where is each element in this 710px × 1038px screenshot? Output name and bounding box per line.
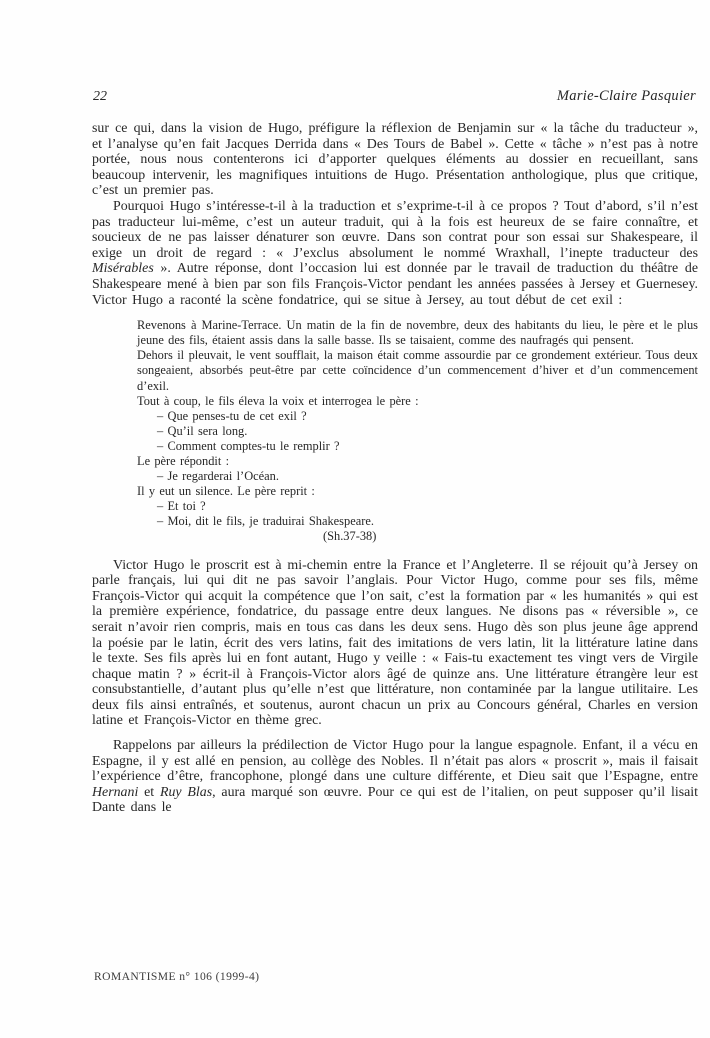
- italic-work-title: Hernani: [92, 784, 139, 800]
- body-paragraph: [92, 738, 698, 816]
- quote-para-line: Revenons à Marine-Terrace. Un matin de la fin de novembre, deux des habitants du lieu, le père et le plus jeune des fils, étaient assis dans la salle basse. Ils se taisaient, comme des naufragés qui pensent.: [137, 318, 698, 348]
- quote-dialogue-line: – Que penses-tu de cet exil ?: [157, 408, 307, 423]
- text-run: Rappelons par ailleurs la prédilection de Victor Hugo pour la langue espagnole. Enfant, il a vécu en Espagne, il y est allé en pension, au collège des Nobles. Il n’était pas alors « proscrit », mais il faisait l’expérience d’être, francophone, plongé dans une culture différente, et Dieu sait que l’Espagne, entre: [92, 738, 698, 785]
- body-paragraph: [92, 199, 698, 308]
- text-run: , aura marqué son œuvre. Pour ce qui est de l’italien, on peut supposer qu’il lisait Dante dans le: [92, 784, 698, 816]
- quote-dialogue-line: – Comment comptes-tu le remplir ?: [157, 438, 340, 453]
- page-footer: [94, 970, 259, 983]
- text-run: et: [138, 784, 160, 800]
- quote-para-line: Dehors il pleuvait, le vent soufflait, la maison était comme assourdie par ce grondement extérieur. Tous deux songeaient, absorbés peut-être par cette coïncidence d’un commencement d’hiver et d’un commencement d’exil.: [137, 348, 698, 393]
- article-body: [92, 121, 698, 816]
- quote-para-line: Tout à coup, le fils éleva la voix et interrogea le père :: [137, 393, 419, 408]
- quote-para-line: Le père répondit :: [137, 453, 230, 468]
- italic-work-title: Ruy Blas: [160, 784, 213, 800]
- text-run: Victor Hugo le proscrit est à mi-chemin entre la France et l’Angleterre. Il se réjouit qu’à Jersey on parle français, lui qui dit ne pas savoir l’anglais. Pour Victor Hugo, comme pour ses fils, même François-Victor qui acquit la compétence que l’on sait, c’est la formation par « les humanités » qui est la première expérience, fondatrice, du passage entre deux langues. Ne disons pas « réversible », ce serait n’avoir rien compris, mais en tous cas dans les deux sens. Hugo dès son plus jeune âge apprend la poésie par le latin, écrit des vers latins, fait des imitations de vers latin, lit la littérature latine dans le texte. Ses fils après lui en font autant, Hugo y veille : « Fais-tu exactement tes vingt vers de Virgile chaque matin ? » écrit-il à François-Victor alors âgé de quinze ans. Une littérature étrangère leur est consubstantielle, d’autant plus qu’elle n’est que littérature, non contaminée par la langue utilitaire. Les deux fils ainsi entraînés, et soutenus, auront chacun un prix au Concours général, Charles en version latine et François-Victor en thème grec.: [92, 557, 698, 729]
- quote-dialogue-line: – Qu’il sera long.: [157, 423, 248, 438]
- text-run: Pourquoi Hugo s’intéresse-t-il à la traduction et s’exprime-t-il à ce propos ? Tout d’abord, s’il n’est pas traducteur lui-même, c’est un auteur traduit, qui à la fois est heureux de se faire connaître, et soucieux de ne pas laisser dénaturer son œuvre. Dans son contrat pour son essai sur Shakespeare, il exige un droit de regard : « J’exclus absolument le nommé Wraxhall, l’inepte traducteur des: [92, 198, 698, 261]
- body-paragraph: [92, 558, 698, 730]
- body-paragraph: [92, 121, 698, 199]
- block-quote: [137, 318, 698, 544]
- running-head-author: Marie-Claire Pasquier: [556, 88, 696, 104]
- quote-dialogue-line: – Je regarderai l’Océan.: [157, 469, 279, 484]
- quote-dialogue-line: – Moi, dit le fils, je traduirai Shakespeare.: [157, 514, 374, 529]
- quote-citation-line: (Sh.37-38): [323, 529, 377, 544]
- text-run: sur ce qui, dans la vision de Hugo, préfigure la réflexion de Benjamin sur « la tâche du traducteur », et l’analyse qu’en fait Jacques Derrida dans « Des Tours de Babel ». Cette « tâche » n’est pas à notre portée, nous nous contenterons ici d’apporter quelques éléments au dossier en recueillant, sans beaucoup intervenir, les magnifiques intuitions de Hugo. Présentation anthologique, plus que critique, c’est un premier pas.: [92, 121, 698, 199]
- italic-work-title: Misérables: [92, 261, 154, 277]
- journal-issue-line: ROMANTISME n° 106 (1999-4): [94, 970, 260, 983]
- quote-para-line: Il y eut un silence. Le père reprit :: [137, 484, 315, 499]
- quote-dialogue-line: – Et toi ?: [157, 499, 206, 514]
- running-head: [93, 88, 696, 105]
- page-number: 22: [93, 89, 107, 104]
- text-run: ». Autre réponse, dont l’occasion lui est donnée par le travail de traduction du théâtre de Shakespeare mené à bien par son fils François-Victor pendant les années passées à Jersey et Guernesey. Victor Hugo a raconté la scène fondatrice, qui se situe à Jersey, au tout début de cet exil :: [92, 261, 698, 308]
